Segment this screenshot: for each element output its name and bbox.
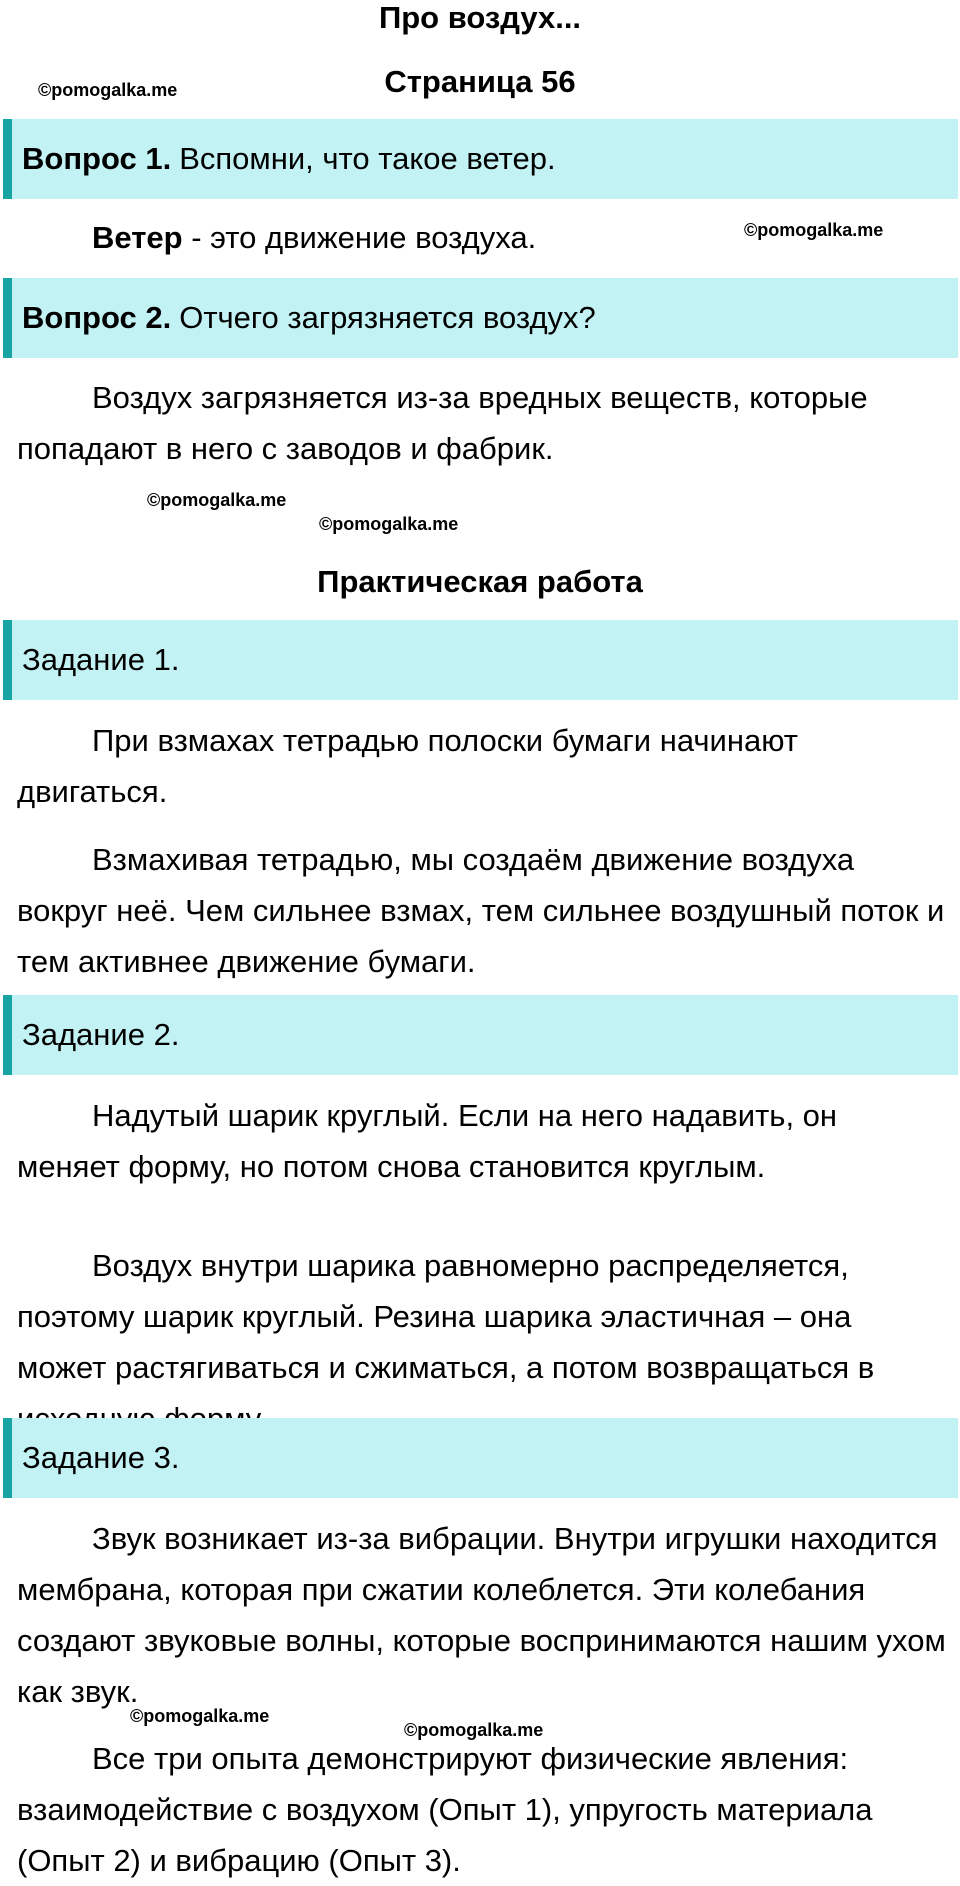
paragraph-text: Звук возникает из-за вибрации. Внутри игрушки находится мембрана, которая при сжатии колеблется. Эти колебания создают звуковые волны, которые воспринимаются нашим ухом как звук. [17,1521,946,1709]
question-1-band [3,119,958,199]
question-2-band [3,278,958,358]
task-3-label: Задание 3. [22,1440,180,1475]
question-2-label: Вопрос 2. [22,300,172,335]
paragraph-text: Взмахивая тетрадью, мы создаём движение воздуха вокруг неё. Чем сильнее взмах, тем сильнее воздушный поток и тем активнее движение бумаги. [17,842,945,979]
paragraph-text: Надутый шарик круглый. Если на него надавить, он меняет форму, но потом снова становится круглым. [17,1098,838,1184]
task-2-paragraph-1 [17,1090,947,1192]
task-3-band [3,1418,958,1498]
answer-term: Ветер [92,220,183,255]
watermark: ©pomogalka.me [319,514,459,534]
watermark: ©pomogalka.me [744,220,884,240]
task-1-label: Задание 1. [22,642,180,677]
page-number-title: Страница 56 [384,64,576,99]
question-2-answer [17,372,947,474]
document-title: Про воздух... [378,0,582,35]
task-2-paragraph-2 [17,1240,947,1444]
task-3-paragraph-2 [17,1733,947,1886]
answer-definition: - это движение воздуха. [182,220,537,255]
watermark: ©pomogalka.me [38,80,178,100]
task-3-paragraph-1 [17,1513,947,1717]
question-1-text: Вспомни, что такое ветер. [179,141,556,176]
answer-text: Воздух загрязняется из-за вредных веществ, которые попадают в него с заводов и фабрик. [17,380,868,466]
paragraph-text: Все три опыта демонстрируют физические явления: взаимодействие с воздухом (Опыт 1), упругость материала (Опыт 2) и вибрацию (Опыт 3). [17,1741,873,1878]
watermark: ©pomogalka.me [404,1720,544,1740]
task-2-label: Задание 2. [22,1017,180,1052]
task-2-band [3,995,958,1075]
task-1-band [3,620,958,700]
task-1-paragraph-1 [17,715,947,817]
watermark: ©pomogalka.me [130,1706,270,1726]
question-1-answer [92,218,536,258]
watermark: ©pomogalka.me [147,490,287,510]
section-heading: Практическая работа [317,564,643,599]
paragraph-text: При взмахах тетрадью полоски бумаги начинают двигаться. [17,723,798,809]
task-1-paragraph-2 [17,834,947,987]
question-2-text: Отчего загрязняется воздух? [179,300,596,335]
question-1-label: Вопрос 1. [22,141,172,176]
paragraph-text: Воздух внутри шарика равномерно распределяется, поэтому шарик круглый. Резина шарика эластичная – она может растягиваться и сжиматься, а потом возвращаться в [17,1248,875,1385]
